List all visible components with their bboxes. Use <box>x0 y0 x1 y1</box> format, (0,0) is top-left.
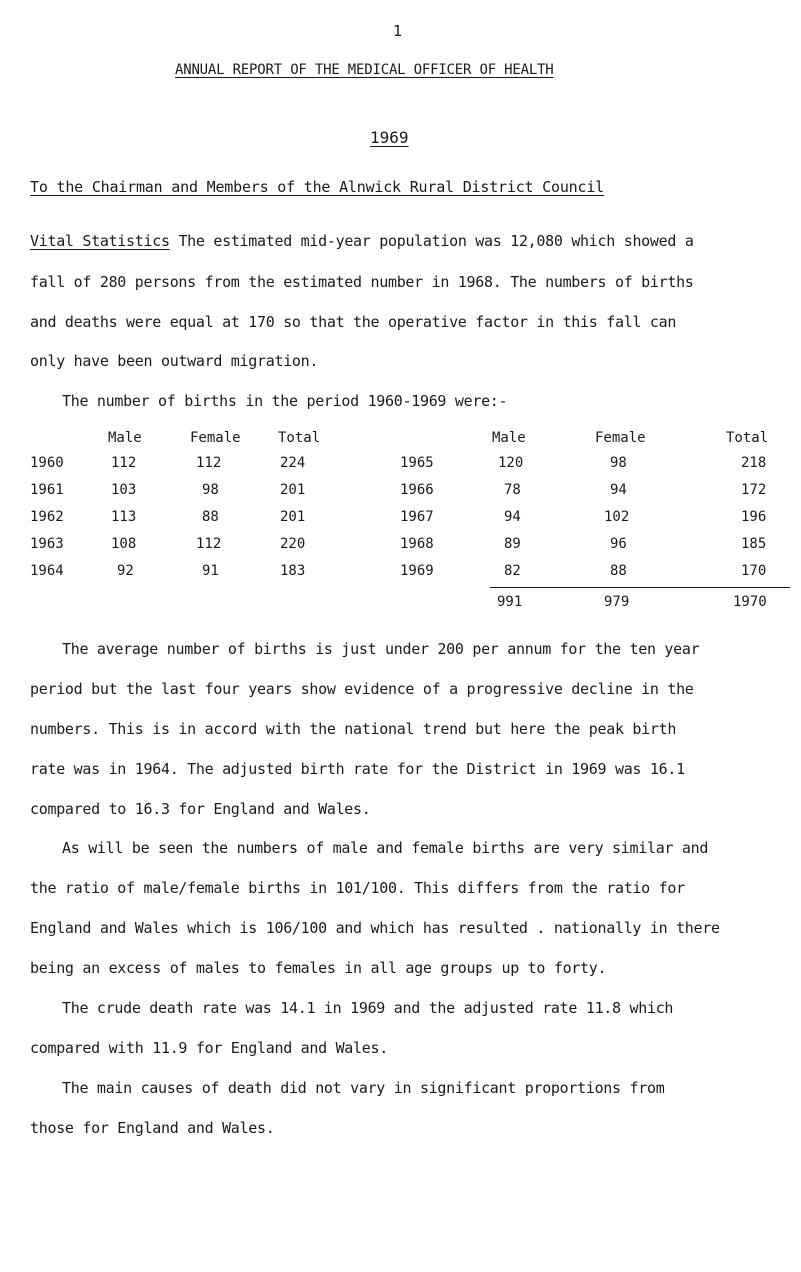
row-total: 170 <box>741 563 767 579</box>
addressee: To the Chairman and Members of the Alnwick Rural District Council <box>30 178 604 196</box>
row-year: 1969 <box>400 563 434 579</box>
paragraph-line: The main causes of death did not vary in significant proportions from <box>62 1079 665 1097</box>
row-female: 98 <box>610 455 627 471</box>
paragraph-birth-trend <box>30 640 790 820</box>
page-number: 1 <box>393 22 403 40</box>
report-title: ANNUAL REPORT OF THE MEDICAL OFFICER OF HEALTH <box>175 62 554 78</box>
row-female: 88 <box>202 509 219 525</box>
paragraph-line: those for England and Wales. <box>30 1119 275 1137</box>
row-male: 89 <box>504 536 521 552</box>
paragraph-line: being an excess of males to females in all age groups up to forty. <box>30 959 607 977</box>
vital-statistics-line-4: only have been outward migration. <box>30 352 319 370</box>
header-male-right: Male <box>492 430 526 446</box>
row-female: 91 <box>202 563 219 579</box>
row-year: 1966 <box>400 482 434 498</box>
row-female: 94 <box>610 482 627 498</box>
paragraph-line: the ratio of male/female births in 101/100. This differs from the ratio for <box>30 879 685 897</box>
vital-statistics-line-3: and deaths were equal at 170 so that the operative factor in this fall can <box>30 313 677 331</box>
row-male: 82 <box>504 563 521 579</box>
report-year: 1969 <box>370 128 409 147</box>
row-year: 1965 <box>400 455 434 471</box>
vital-statistics-section <box>30 232 790 370</box>
paragraph-death-rate <box>30 999 790 1059</box>
table-row <box>0 563 400 583</box>
births-table <box>0 430 801 660</box>
header-male-left: Male <box>108 430 142 446</box>
total-male: 991 <box>497 594 523 610</box>
row-total: 220 <box>280 536 306 552</box>
table-intro: The number of births in the period 1960-1969 were:- <box>62 392 508 410</box>
paragraph-line: England and Wales which is 106/100 and which has resulted . nationally in there <box>30 919 720 937</box>
row-total: 218 <box>741 455 767 471</box>
row-female: 112 <box>196 536 222 552</box>
paragraph-line: compared to 16.3 for England and Wales. <box>30 800 371 818</box>
row-female: 88 <box>610 563 627 579</box>
paragraph-line: The crude death rate was 14.1 in 1969 and the adjusted rate 11.8 which <box>62 999 674 1017</box>
row-male: 108 <box>111 536 137 552</box>
table-row <box>400 509 800 529</box>
vital-statistics-heading: Vital Statistics <box>30 232 170 250</box>
paragraph-line: rate was in 1964. The adjusted birth rate for the District in 1969 was 16.1 <box>30 760 685 778</box>
row-male: 78 <box>504 482 521 498</box>
row-female: 112 <box>196 455 222 471</box>
table-row <box>0 455 400 475</box>
header-total-right: Total <box>726 430 769 446</box>
paragraph-line: The average number of births is just under 200 per annum for the ten year <box>62 640 700 658</box>
row-female: 98 <box>202 482 219 498</box>
row-total: 183 <box>280 563 306 579</box>
row-male: 113 <box>111 509 137 525</box>
row-year: 1963 <box>30 536 64 552</box>
table-row <box>400 536 800 556</box>
table-row <box>0 536 400 556</box>
row-total: 201 <box>280 482 306 498</box>
row-year: 1962 <box>30 509 64 525</box>
totals-rule <box>490 587 790 588</box>
table-row <box>400 563 800 583</box>
row-total: 224 <box>280 455 306 471</box>
table-row <box>400 455 800 475</box>
paragraph-line: period but the last four years show evidence of a progressive decline in the <box>30 680 694 698</box>
paragraph-line: As will be seen the numbers of male and female births are very similar and <box>62 839 709 857</box>
paragraph-causes-of-death <box>30 1079 790 1139</box>
vital-statistics-line-1: The estimated mid-year population was 12,080 which showed a <box>178 232 694 250</box>
row-year: 1961 <box>30 482 64 498</box>
row-year: 1960 <box>30 455 64 471</box>
row-male: 112 <box>111 455 137 471</box>
table-row <box>0 509 400 529</box>
row-year: 1967 <box>400 509 434 525</box>
row-male: 103 <box>111 482 137 498</box>
total-total: 1970 <box>733 594 767 610</box>
row-male: 94 <box>504 509 521 525</box>
row-male: 92 <box>117 563 134 579</box>
paragraph-line: compared with 11.9 for England and Wales. <box>30 1039 388 1057</box>
row-male: 120 <box>498 455 524 471</box>
row-year: 1964 <box>30 563 64 579</box>
totals-row <box>400 594 800 614</box>
row-total: 201 <box>280 509 306 525</box>
vital-statistics-line-2: fall of 280 persons from the estimated number in 1968. The numbers of births <box>30 273 694 291</box>
paragraph-line: numbers. This is in accord with the national trend but here the peak birth <box>30 720 677 738</box>
header-total-left: Total <box>278 430 321 446</box>
paragraph-sex-ratio <box>30 839 790 979</box>
row-total: 185 <box>741 536 767 552</box>
row-year: 1968 <box>400 536 434 552</box>
row-total: 172 <box>741 482 767 498</box>
row-female: 102 <box>604 509 630 525</box>
header-female-right: Female <box>595 430 646 446</box>
total-female: 979 <box>604 594 630 610</box>
table-row <box>400 482 800 502</box>
header-female-left: Female <box>190 430 241 446</box>
row-total: 196 <box>741 509 767 525</box>
row-female: 96 <box>610 536 627 552</box>
table-row <box>0 482 400 502</box>
